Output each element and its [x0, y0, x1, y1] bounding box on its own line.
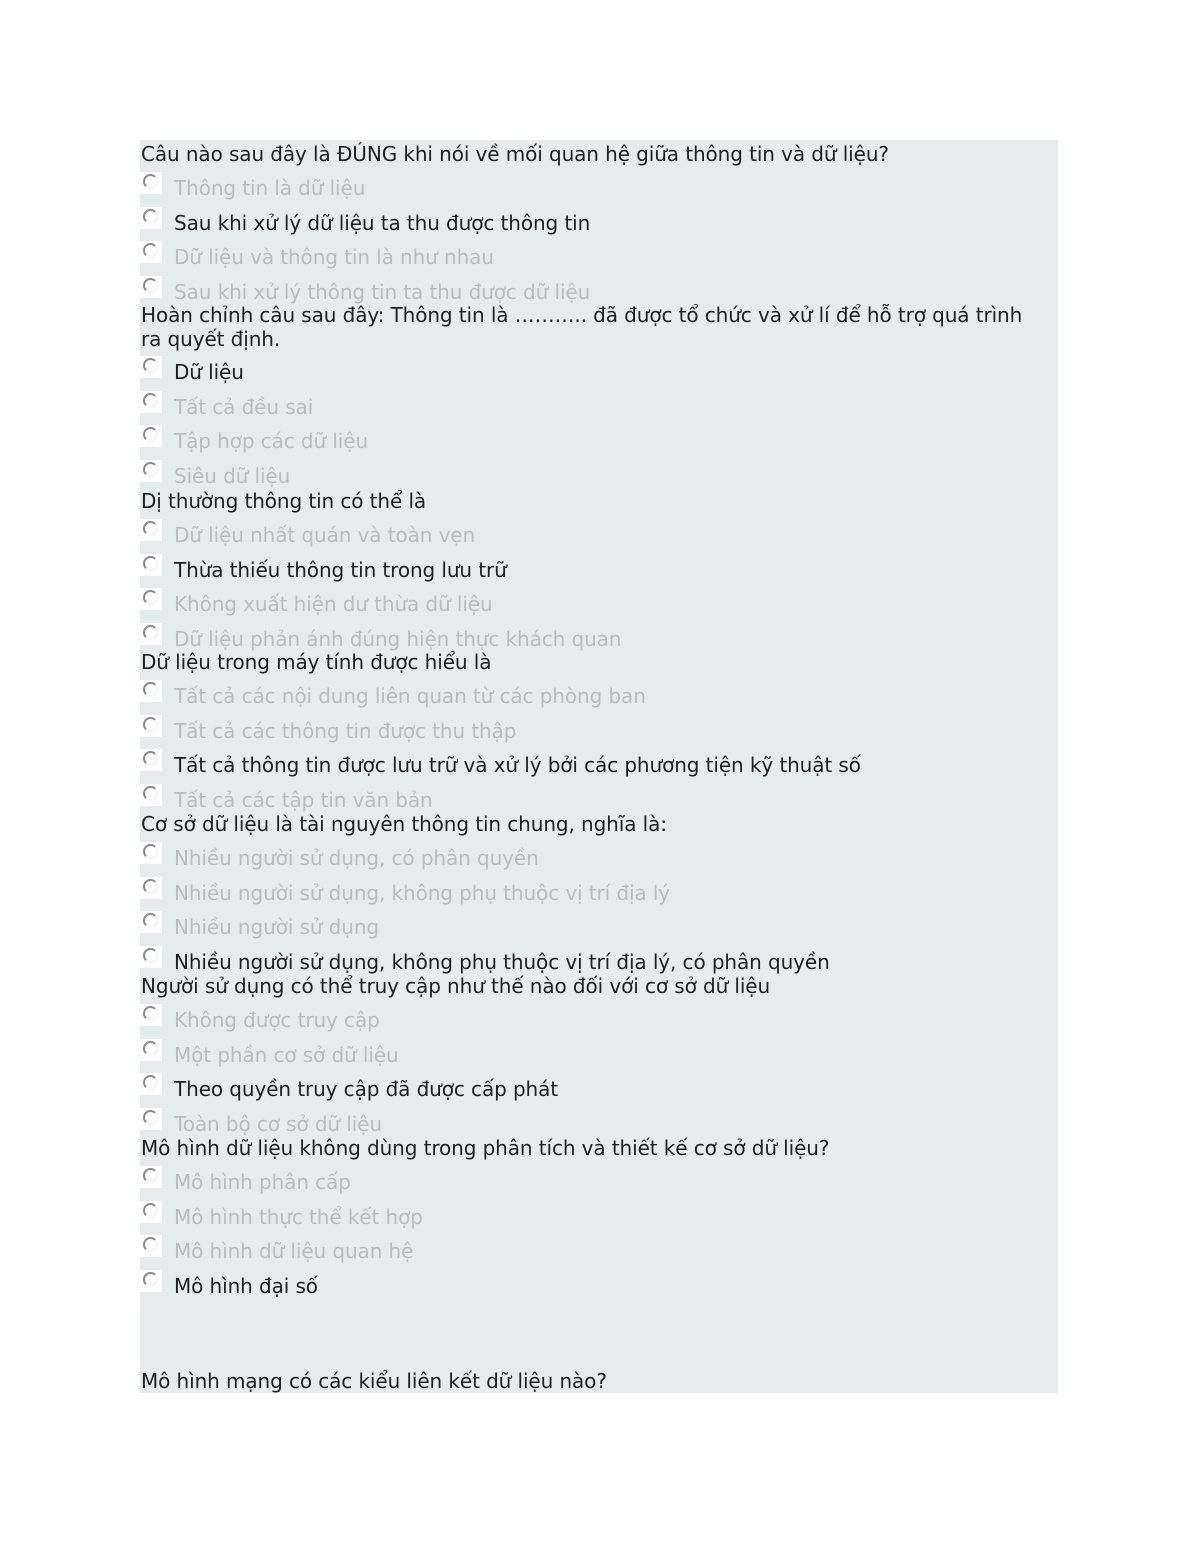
answer-label: Nhiều người sử dụng, có phân quyền [174, 846, 539, 870]
question-text: Dữ liệu trong máy tính được hiểu là [141, 650, 492, 674]
radio-button[interactable] [140, 623, 162, 645]
answer-label: Không xuất hiện dư thừa dữ liệu [174, 592, 493, 616]
radio-button[interactable] [140, 1073, 162, 1095]
radio-button[interactable] [140, 946, 162, 968]
answer-label: Dữ liệu [174, 360, 244, 384]
question-text: Cơ sở dữ liệu là tài nguyên thông tin chung, nghĩa là: [141, 812, 667, 836]
answer-label: Nhiều người sử dụng, không phụ thuộc vị trí địa lý, có phân quyền [174, 949, 830, 974]
radio-button[interactable] [140, 391, 162, 413]
radio-button[interactable] [140, 519, 162, 541]
radio-button[interactable] [140, 1166, 162, 1188]
answer-option[interactable] [140, 911, 1040, 946]
answer-option[interactable] [140, 877, 1040, 912]
answer-option[interactable] [140, 519, 1040, 554]
answer-label: Dữ liệu và thông tin là như nhau [174, 245, 494, 269]
answer-label: Tất cả đều sai [174, 394, 314, 419]
question-text: Hoàn chỉnh câu sau đây: Thông tin là ……….. đã được tổ chức và xử lí để hỗ trợ quá trình ra quyết định. [141, 303, 1023, 351]
radio-button[interactable] [140, 207, 162, 229]
answer-option[interactable] [140, 172, 1040, 207]
answer-option[interactable] [140, 1235, 1040, 1270]
radio-button[interactable] [140, 425, 162, 447]
answer-option[interactable] [140, 207, 1040, 242]
answer-label: Toàn bộ cơ sở dữ liệu [174, 1111, 382, 1136]
question-text: Dị thường thông tin có thể là [141, 489, 427, 513]
radio-button[interactable] [140, 554, 162, 576]
radio-button[interactable] [140, 588, 162, 610]
answer-option[interactable] [140, 356, 1040, 391]
radio-button[interactable] [140, 784, 162, 806]
answer-option[interactable] [140, 1166, 1040, 1201]
question-block [140, 974, 1040, 1142]
radio-button[interactable] [140, 715, 162, 737]
radio-button[interactable] [140, 241, 162, 263]
answer-label: Thừa thiếu thông tin trong lưu trữ [174, 557, 507, 582]
answer-label: Nhiều người sử dụng, không phụ thuộc vị trí địa lý [174, 880, 671, 905]
answer-label: Siêu dữ liệu [174, 463, 291, 488]
question-block [140, 650, 1040, 818]
radio-button[interactable] [140, 1004, 162, 1026]
answer-label: Mô hình đại số [174, 1273, 318, 1298]
answer-label: Mô hình dữ liệu quan hệ [174, 1239, 414, 1263]
answer-label: Theo quyền truy cập đã được cấp phát [174, 1077, 559, 1101]
answer-option[interactable] [140, 1270, 1040, 1305]
answer-label: Sau khi xử lý thông tin ta thu được dữ liệu [174, 279, 591, 304]
radio-button[interactable] [140, 356, 162, 378]
question-text: Mô hình mạng có các kiểu liên kết dữ liệu nào? [141, 1369, 607, 1393]
answer-option[interactable] [140, 1039, 1040, 1074]
answer-label: Không được truy cập [174, 1008, 380, 1032]
answer-option[interactable] [140, 588, 1040, 623]
answer-option[interactable] [140, 554, 1040, 589]
question-text: Câu nào sau đây là ĐÚNG khi nói về mối quan hệ giữa thông tin và dữ liệu? [141, 142, 889, 166]
answer-label: Dữ liệu phản ánh đúng hiện thực khách quan [174, 626, 622, 651]
radio-button[interactable] [140, 276, 162, 298]
answer-option[interactable] [140, 842, 1040, 877]
answer-label: Dữ liệu nhất quán và toàn vẹn [174, 523, 476, 547]
answer-label: Một phần cơ sở dữ liệu [174, 1042, 399, 1067]
question-block [140, 812, 1040, 980]
radio-button[interactable] [140, 172, 162, 194]
answer-label: Mô hình thực thể kết hợp [174, 1204, 423, 1229]
answer-label: Tập hợp các dữ liệu [174, 429, 369, 453]
answer-option[interactable] [140, 425, 1040, 460]
radio-button[interactable] [140, 460, 162, 482]
question-text: Mô hình dữ liệu không dùng trong phân tích và thiết kế cơ sở dữ liệu? [141, 1136, 830, 1160]
radio-button[interactable] [140, 842, 162, 864]
answer-option[interactable] [140, 680, 1040, 715]
answer-option[interactable] [140, 1073, 1040, 1108]
radio-button[interactable] [140, 680, 162, 702]
question-block [140, 1369, 1040, 1393]
answer-option[interactable] [140, 715, 1040, 750]
answer-option[interactable] [140, 1004, 1040, 1039]
radio-button[interactable] [140, 749, 162, 771]
question-block [140, 1136, 1040, 1304]
answer-label: Tất cả các nội dung liên quan từ các phòng ban [174, 684, 646, 708]
answer-label: Tất cả các thông tin được thu thập [174, 718, 517, 743]
answer-label: Tất cả các tập tin văn bản [174, 787, 433, 812]
radio-button[interactable] [140, 1235, 162, 1257]
question-text: Người sử dụng có thể truy cập như thế nào đối với cơ sở dữ liệu [141, 974, 771, 998]
answer-option[interactable] [140, 241, 1040, 276]
answer-label: Mô hình phân cấp [174, 1170, 351, 1194]
radio-button[interactable] [140, 1039, 162, 1061]
answer-label: Nhiều người sử dụng [174, 915, 380, 939]
question-block [140, 489, 1040, 657]
answer-label: Sau khi xử lý dữ liệu ta thu được thông tin [174, 210, 591, 235]
radio-button[interactable] [140, 1108, 162, 1130]
answer-option[interactable] [140, 391, 1040, 426]
question-block [140, 303, 1040, 494]
answer-label: Tất cả thông tin được lưu trữ và xử lý bởi các phương tiện kỹ thuật số [174, 753, 861, 777]
question-block [140, 142, 1040, 310]
radio-button[interactable] [140, 1201, 162, 1223]
answer-label: Thông tin là dữ liệu [174, 176, 366, 200]
answer-option[interactable] [140, 1201, 1040, 1236]
radio-button[interactable] [140, 1270, 162, 1292]
radio-button[interactable] [140, 877, 162, 899]
answer-option[interactable] [140, 749, 1040, 784]
radio-button[interactable] [140, 911, 162, 933]
